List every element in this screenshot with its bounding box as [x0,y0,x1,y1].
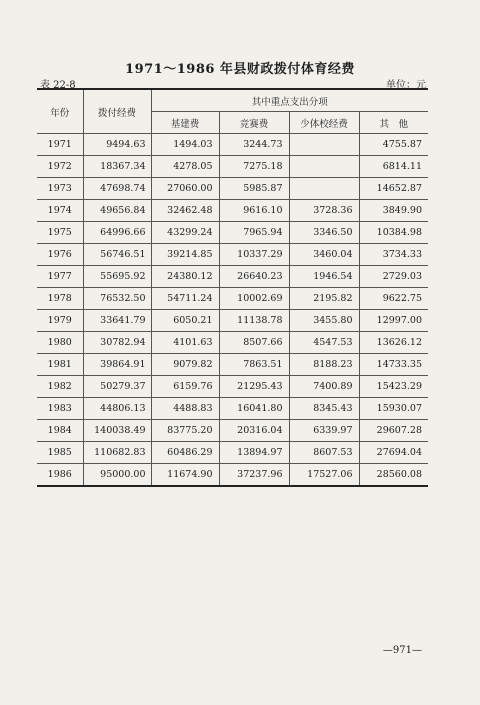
cell-construction: 60486.29 [151,442,219,464]
cell-total: 9494.63 [83,134,151,156]
cell-year: 1974 [37,200,83,222]
cell-youth-school: 4547.53 [289,332,359,354]
cell-other: 15423.29 [359,376,428,398]
cell-competition: 7965.94 [219,222,289,244]
cell-year: 1971 [37,134,83,156]
cell-construction: 4101.63 [151,332,219,354]
header-year: 年份 [37,89,83,134]
cell-construction: 54711.24 [151,288,219,310]
cell-competition: 37237.96 [219,464,289,487]
cell-competition: 7275.18 [219,156,289,178]
cell-total: 49656.84 [83,200,151,222]
cell-competition: 26640.23 [219,266,289,288]
cell-competition: 13894.97 [219,442,289,464]
cell-total: 39864.91 [83,354,151,376]
table-row [37,288,428,310]
cell-other: 6814.11 [359,156,428,178]
cell-construction: 9079.82 [151,354,219,376]
cell-youth-school: 8345.43 [289,398,359,420]
cell-competition: 11138.78 [219,310,289,332]
cell-total: 44806.13 [83,398,151,420]
header-youth-school: 少体校经费 [289,112,359,134]
cell-total: 56746.51 [83,244,151,266]
table-row [37,376,428,398]
header-other: 其 他 [359,112,428,134]
cell-youth-school [289,156,359,178]
cell-competition: 3244.73 [219,134,289,156]
table-row [37,200,428,222]
cell-year: 1985 [37,442,83,464]
cell-year: 1973 [37,178,83,200]
cell-youth-school: 17527.06 [289,464,359,487]
cell-construction: 4488.83 [151,398,219,420]
cell-year: 1979 [37,310,83,332]
cell-total: 64996.66 [83,222,151,244]
table-row [37,464,428,487]
header-competition: 竞赛费 [219,112,289,134]
cell-other: 28560.08 [359,464,428,487]
cell-total: 76532.50 [83,288,151,310]
unit-label: 单位：元 [386,80,426,91]
cell-youth-school [289,178,359,200]
cell-construction: 24380.12 [151,266,219,288]
cell-youth-school: 3346.50 [289,222,359,244]
cell-year: 1975 [37,222,83,244]
cell-total: 18367.34 [83,156,151,178]
cell-other: 9622.75 [359,288,428,310]
table-row [37,332,428,354]
cell-youth-school: 7400.89 [289,376,359,398]
table-body [37,134,428,487]
cell-competition: 20316.04 [219,420,289,442]
cell-total: 140038.49 [83,420,151,442]
cell-construction: 4278.05 [151,156,219,178]
cell-youth-school: 6339.97 [289,420,359,442]
cell-other: 13626.12 [359,332,428,354]
cell-year: 1982 [37,376,83,398]
cell-construction: 43299.24 [151,222,219,244]
cell-year: 1986 [37,464,83,487]
cell-construction: 1494.03 [151,134,219,156]
cell-youth-school: 3460.04 [289,244,359,266]
cell-competition: 10002.69 [219,288,289,310]
cell-year: 1972 [37,156,83,178]
cell-other: 10384.98 [359,222,428,244]
table-row [37,310,428,332]
table-row [37,442,428,464]
cell-total: 110682.83 [83,442,151,464]
header-construction: 基建费 [151,112,219,134]
cell-competition: 5985.87 [219,178,289,200]
cell-construction: 11674.90 [151,464,219,487]
cell-youth-school: 2195.82 [289,288,359,310]
cell-other: 12997.00 [359,310,428,332]
page-number: —971— [382,645,422,656]
cell-total: 55695.92 [83,266,151,288]
cell-total: 50279.37 [83,376,151,398]
cell-construction: 6050.21 [151,310,219,332]
table-row [37,266,428,288]
header-group: 其中重点支出分项 [151,89,428,112]
table-row [37,222,428,244]
cell-year: 1984 [37,420,83,442]
cell-competition: 8507.66 [219,332,289,354]
cell-other: 29607.28 [359,420,428,442]
table-title: 1971～1986 年县财政拨付体育经费 [125,62,355,77]
cell-total: 30782.94 [83,332,151,354]
cell-year: 1981 [37,354,83,376]
table-row [37,178,428,200]
cell-youth-school: 3728.36 [289,200,359,222]
cell-other: 14652.87 [359,178,428,200]
cell-other: 2729.03 [359,266,428,288]
cell-other: 3734.33 [359,244,428,266]
cell-competition: 9616.10 [219,200,289,222]
table-row [37,156,428,178]
cell-construction: 83775.20 [151,420,219,442]
cell-other: 3849.90 [359,200,428,222]
cell-other: 27694.04 [359,442,428,464]
cell-total: 33641.79 [83,310,151,332]
cell-year: 1980 [37,332,83,354]
cell-youth-school [289,134,359,156]
table-row [37,398,428,420]
cell-construction: 6159.76 [151,376,219,398]
table-row [37,134,428,156]
cell-competition: 21295.43 [219,376,289,398]
cell-youth-school: 8188.23 [289,354,359,376]
cell-competition: 10337.29 [219,244,289,266]
cell-total: 47698.74 [83,178,151,200]
funding-table [37,88,428,487]
table-number: 表 22-8 [40,80,76,91]
cell-construction: 32462.48 [151,200,219,222]
cell-competition: 16041.80 [219,398,289,420]
cell-year: 1977 [37,266,83,288]
table-row [37,354,428,376]
cell-youth-school: 1946.54 [289,266,359,288]
cell-other: 14733.35 [359,354,428,376]
cell-youth-school: 8607.53 [289,442,359,464]
cell-youth-school: 3455.80 [289,310,359,332]
cell-year: 1978 [37,288,83,310]
cell-total: 95000.00 [83,464,151,487]
cell-year: 1976 [37,244,83,266]
cell-competition: 7863.51 [219,354,289,376]
table-row [37,244,428,266]
cell-other: 4755.87 [359,134,428,156]
header-total: 拨付经费 [83,89,151,134]
cell-construction: 27060.00 [151,178,219,200]
cell-construction: 39214.85 [151,244,219,266]
cell-other: 15930.07 [359,398,428,420]
cell-year: 1983 [37,398,83,420]
table-row [37,420,428,442]
